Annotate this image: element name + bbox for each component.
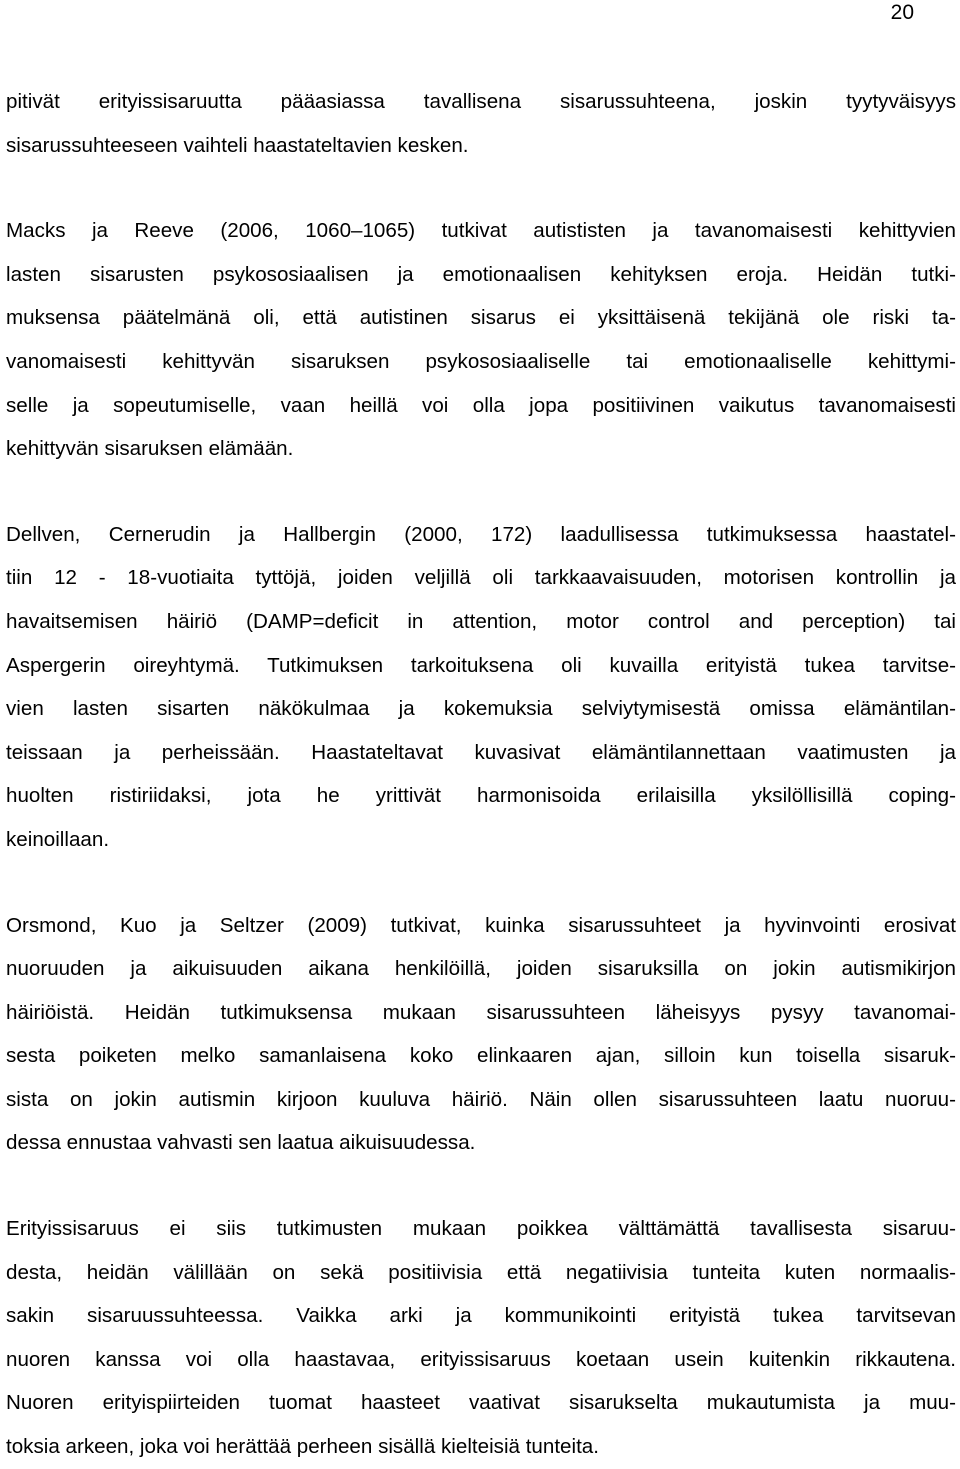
text-line: vien lasten sisarten näkökulmaa ja kokemuksia selviytymisestä omissa elämäntilan- xyxy=(6,697,956,721)
text-line: kehittyvän sisaruksen elämään. xyxy=(6,437,294,461)
text-line: havaitsemisen häiriö (DAMP=deficit in attention, motor control and perception) tai xyxy=(6,609,956,633)
text-line: Aspergerin oireyhtymä. Tutkimuksen tarkoituksena oli kuvailla erityistä tukea tarvitse- xyxy=(6,653,956,677)
text-line: huolten ristiriidaksi, jota he yrittivät harmonisoida erilaisilla yksilöllisillä coping- xyxy=(6,784,956,808)
text-line: häiriöistä. Heidän tutkimuksensa mukaan sisarussuhteen läheisyys pysyy tavanomai- xyxy=(6,1000,956,1024)
text-line: nuoruuden ja aikuisuuden aikana henkilöillä, joiden sisaruksilla on jokin autismikirjon xyxy=(6,957,956,981)
text-line: tiin 12 - 18-vuotiaita tyttöjä, joiden veljillä oli tarkkaavaisuuden, motorisen kontrollin ja xyxy=(6,566,956,590)
text-line: sista on jokin autismin kirjoon kuuluva häiriö. Näin ollen sisarussuhteen laatu nuoruu- xyxy=(6,1087,956,1111)
text-line: desta, heidän välillään on sekä positiivisia että negatiivisia tunteita kuten normaalis- xyxy=(6,1260,956,1284)
paragraph-3 xyxy=(6,513,956,862)
text-line: vanomaisesti kehittyvän sisaruksen psykososiaaliselle tai emotionaaliselle kehittymi- xyxy=(6,349,956,373)
text-line: Orsmond, Kuo ja Seltzer (2009) tutkivat, kuinka sisarussuhteet ja hyvinvointi erosivat xyxy=(6,913,956,937)
page-number: 20 xyxy=(890,1,914,24)
text-line: Macks ja Reeve (2006, 1060–1065) tutkivat autististen ja tavanomaisesti kehittyvien xyxy=(6,219,956,243)
text-line: dessa ennustaa vahvasti sen laatua aikuisuudessa. xyxy=(6,1131,476,1155)
text-line: Nuoren erityispiirteiden tuomat haasteet vaativat sisarukselta mukautumista ja muu- xyxy=(6,1391,956,1415)
text-line: sisarussuhteeseen vaihteli haastateltavien kesken. xyxy=(6,133,469,157)
paragraph-gap xyxy=(6,471,956,513)
text-line: sakin sisaruussuhteessa. Vaikka arki ja kommunikointi erityistä tukea tarvitsevan xyxy=(6,1304,956,1328)
text-line: teissaan ja perheissään. Haastateltavat kuvasivat elämäntilannettaan vaatimusten ja xyxy=(6,740,956,764)
text-line: selle ja sopeutumiselle, vaan heillä voi olla jopa positiivinen vaikutus tavanomaisesti xyxy=(6,393,956,417)
text-line: keinoillaan. xyxy=(6,827,110,851)
text-line: toksia arkeen, joka voi herättää perheen sisällä kielteisiä tunteita. xyxy=(6,1435,599,1459)
paragraph-2 xyxy=(6,209,956,471)
text-line: nuoren kanssa voi olla haastavaa, erityissisaruus koetaan usein kuitenkin rikkautena. xyxy=(6,1347,956,1371)
text-line: Erityissisaruus ei siis tutkimusten mukaan poikkea välttämättä tavallisesta sisaruu- xyxy=(6,1217,956,1241)
paragraph-5 xyxy=(6,1207,956,1469)
paragraph-gap xyxy=(6,862,956,904)
paragraph-4 xyxy=(6,904,956,1166)
document-body xyxy=(6,80,956,1469)
text-line: Dellven, Cernerudin ja Hallbergin (2000, 172) laadullisessa tutkimuksessa haastatel- xyxy=(6,522,956,546)
text-line: sesta poiketen melko samanlaisena koko elinkaaren ajan, silloin kun toisella sisaruk- xyxy=(6,1044,956,1068)
paragraph-1 xyxy=(6,80,956,167)
text-line: pitivät erityissisaruutta pääasiassa tavallisena sisarussuhteena, joskin tyytyväisyys xyxy=(6,90,956,113)
paragraph-gap xyxy=(6,167,956,209)
paragraph-gap xyxy=(6,1165,956,1207)
text-line: muksensa päätelmänä oli, että autistinen sisarus ei yksittäisenä tekijänä ole riski ta- xyxy=(6,306,956,330)
text-line: lasten sisarusten psykososiaalisen ja emotionaalisen kehityksen eroja. Heidän tutki- xyxy=(6,262,956,286)
